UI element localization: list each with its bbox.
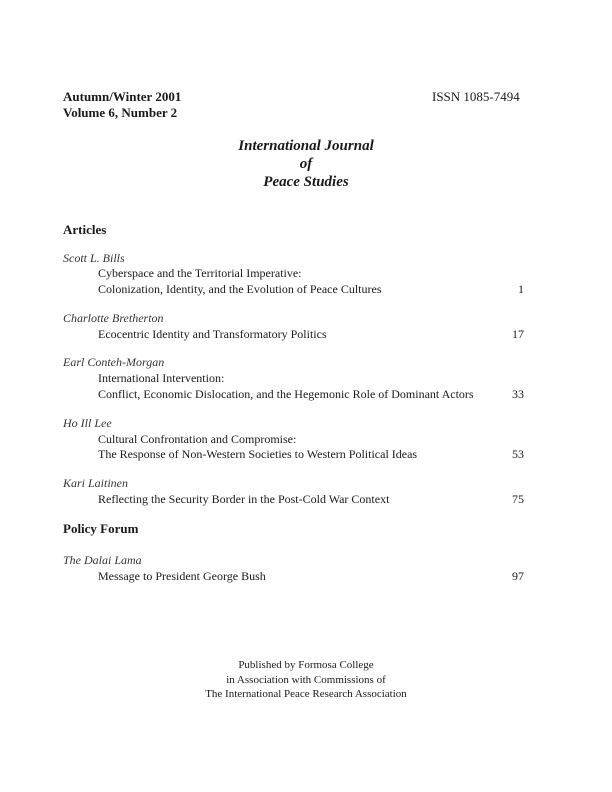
publisher-line2: in Association with Commissions of (226, 674, 386, 686)
article-title: International Intervention: (98, 371, 225, 385)
journal-title-line1: International Journal (238, 138, 374, 154)
article-page: 17 (512, 327, 524, 341)
volume-label: Volume 6, Number 2 (63, 105, 178, 120)
article-title: Colonization, Identity, and the Evolution of Peace Cultures (98, 282, 382, 296)
article-page: 1 (518, 282, 524, 296)
section-articles: Articles (63, 222, 107, 237)
journal-title-line2: of (299, 156, 313, 172)
article-page: 33 (512, 387, 524, 401)
issue-label: Autumn/Winter 2001 (63, 89, 182, 104)
article-title: Cyberspace and the Territorial Imperative: (98, 266, 302, 280)
article-author: Earl Conteh-Morgan (63, 355, 165, 369)
publisher-line3: The International Peace Research Association (205, 688, 407, 700)
issn-label: ISSN 1085-7494 (432, 89, 520, 104)
article-page: 75 (512, 492, 524, 506)
article-author: Kari Laitinen (63, 476, 129, 490)
policy-title: Message to President George Bush (98, 569, 266, 583)
article-title: Cultural Confrontation and Compromise: (98, 432, 297, 446)
section-policy-forum: Policy Forum (63, 521, 139, 536)
policy-page: 97 (512, 569, 524, 583)
article-author: Charlotte Bretherton (63, 311, 164, 325)
article-title: Ecocentric Identity and Transformatory Politics (98, 327, 327, 341)
article-page: 53 (512, 447, 524, 461)
policy-author: The Dalai Lama (63, 553, 142, 567)
article-title: Conflict, Economic Dislocation, and the Hegemonic Role of Dominant Actors (98, 387, 474, 401)
article-author: Scott L. Bills (63, 251, 125, 265)
article-title: The Response of Non-Western Societies to Western Political Ideas (98, 447, 418, 461)
publisher-line1: Published by Formosa College (238, 659, 374, 671)
article-author: Ho Ill Lee (63, 416, 112, 430)
article-title: Reflecting the Security Border in the Post-Cold War Context (98, 492, 390, 506)
journal-title-line3: Peace Studies (263, 174, 349, 190)
